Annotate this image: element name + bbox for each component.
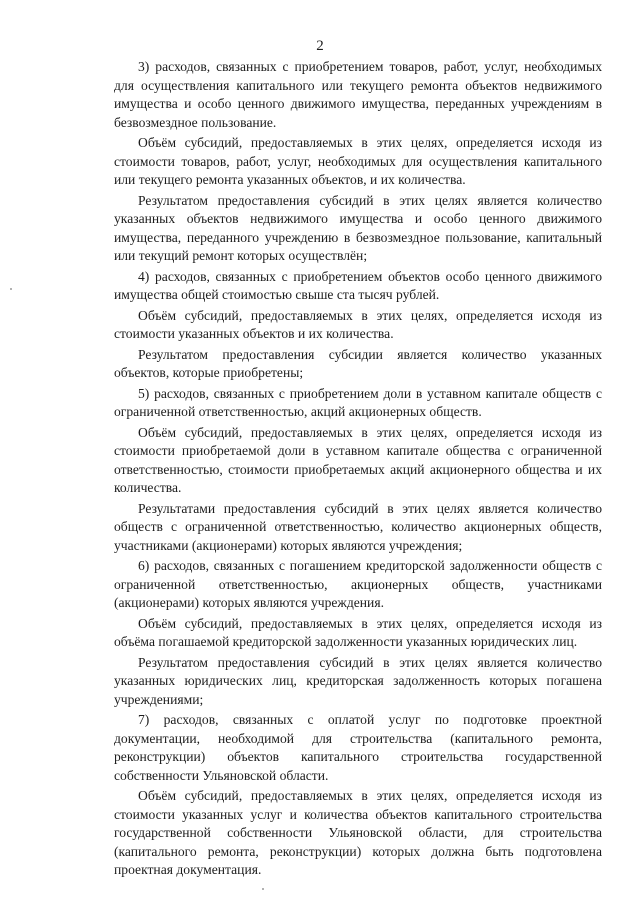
document-body	[114, 58, 602, 882]
paragraph-subsidy-result: Результатами предоставления субсидий в этих целях является количество обществ с ограниченной ответственностью, количество акционерных обществ, участниками (акционерами) которых являются учреждения;	[114, 500, 602, 553]
paragraph-subsidy-result: Результатом предоставления субсидий в этих целях является количество указанных объектов недвижимого имущества и особо ценного движимого имущества, переданного учреждению в безвозмездное пользование, капитальный или текущий ремонт которых осуществлён;	[114, 192, 602, 263]
paragraph-subsidy-volume: Объём субсидий, предоставляемых в этих целях, определяется исходя из стоимости приобретаемой доли в уставном капитале общества с ограниченной ответственностью, стоимости приобретаемых акций акционерного общества и их количества.	[114, 424, 602, 495]
paragraph-subsidy-volume: Объём субсидий, предоставляемых в этих целях, определяется исходя из стоимости указанных объектов и их количества.	[114, 307, 602, 341]
paragraph-subsidy-volume: Объём субсидий, предоставляемых в этих целях, определяется исходя из стоимости товаров, работ, услуг, необходимых для осуществления капитального или текущего ремонта указанных объектов, и их количества.	[114, 135, 602, 187]
paragraph-item-5: 5) расходов, связанных с приобретением доли в уставном капитале обществ с ограниченной ответственностью, акций акционерных обществ.	[114, 385, 602, 419]
paragraph-subsidy-volume: Объём субсидий, предоставляемых в этих целях, определяется исходя из объёма погашаемой кредиторской задолженности указанных юридических лиц.	[114, 615, 602, 649]
paragraph-item-6: 6) расходов, связанных с погашением кредиторской задолженности обществ с ограниченной ответственностью, акционерных обществ, участниками (акционерами) которых являются учреждения.	[114, 558, 602, 610]
paragraph-subsidy-result: Результатом предоставления субсидии является количество указанных объектов, которые приобретены;	[114, 346, 602, 380]
scan-speck	[10, 288, 12, 290]
page-number: 2	[316, 38, 324, 54]
paragraph-item-4: 4) расходов, связанных с приобретением объектов особо ценного движимого имущества общей стоимостью свыше ста тысяч рублей.	[114, 268, 602, 302]
paragraph-subsidy-result: Результатом предоставления субсидий в этих целях является количество указанных юридических лиц, кредиторская задолженность которых погашена учреждениями;	[114, 654, 602, 707]
scan-speck	[262, 888, 264, 890]
paragraph-item-7: 7) расходов, связанных с оплатой услуг по подготовке проектной документации, необходимой для строительства (капитального ремонта, реконструкции) объектов капитального строительства государственной собственности Ульяновской области.	[114, 712, 602, 783]
paragraph-item-3: 3) расходов, связанных с приобретением товаров, работ, услуг, необходимых для осуществления капитального или текущего ремонта объектов недвижимого имущества и особо ценного движимого имущества, переданных учреждениям в безвозмездное пользование.	[114, 59, 602, 130]
paragraph-subsidy-volume: Объём субсидий, предоставляемых в этих целях, определяется исходя из стоимости указанных услуг и количества объектов капитального строительства государственной собственности Ульяновской области, для строительства (капитального ремонта, реконструкции) которых должна быть подготовлена проектная документация.	[114, 788, 602, 877]
